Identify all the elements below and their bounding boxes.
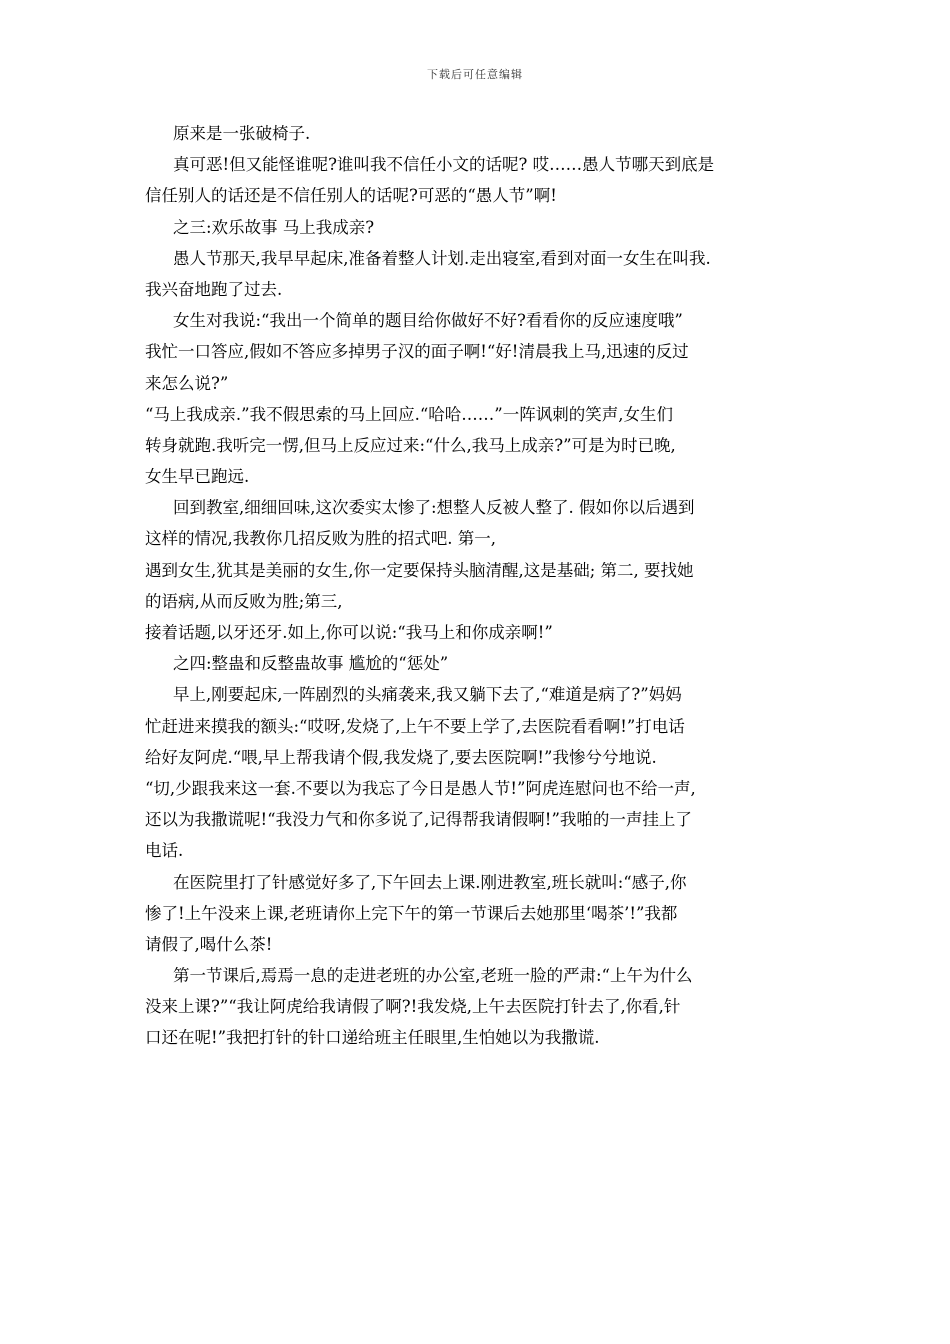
text-line: 早上,刚要起床,一阵剧烈的头痛袭来,我又躺下去了,“难道是病了?”妈妈: [173, 685, 682, 705]
text-line: 转身就跑.我听完一愣,但马上反应过来:“什么,我马上成亲?”可是为时已晚,: [145, 435, 676, 455]
text-line: “切,少跟我来这一套.不要以为我忘了今日是愚人节!”阿虎连慰问也不给一声,: [145, 778, 696, 798]
text-line: 惨了!上午没来上课,老班请你上完下午的第一节课后去她那里‘喝茶’!”我都: [145, 903, 678, 923]
text-line: 女生对我说:“我出一个简单的题目给你做好不好?看看你的反应速度哦”: [173, 311, 683, 331]
text-line: 原来是一张破椅子.: [173, 124, 311, 143]
text-line: 遇到女生,犹其是美丽的女生,你一定要保持头脑清醒,这是基础; 第二, 要找她: [145, 560, 694, 580]
document-body: [145, 118, 810, 1054]
text-line: 第一节课后,焉焉一息的走进老班的办公室,老班一脸的严肃:“上午为什么: [173, 966, 693, 986]
text-line: 信任别人的话还是不信任别人的话呢?可恶的“愚人节”啊!: [145, 186, 557, 206]
text-line: 之三:欢乐故事 马上我成亲?: [173, 217, 375, 237]
text-line: 回到教室,细细回味,这次委实太惨了:想整人反被人整了. 假如你以后遇到: [173, 498, 695, 518]
page-header: 下载后可任意编辑: [427, 68, 523, 81]
text-line: 忙赶进来摸我的额头:“哎呀,发烧了,上午不要上学了,去医院看看啊!”打电话: [145, 716, 685, 736]
text-line: 给好友阿虎.“喂,早上帮我请个假,我发烧了,要去医院啊!”我惨兮兮地说.: [145, 747, 657, 767]
text-line: 真可恶!但又能怪谁呢?谁叫我不信任小文的话呢? 哎……愚人节哪天到底是: [173, 155, 715, 175]
text-line: 女生早已跑远.: [145, 467, 250, 487]
text-line: 口还在呢!”我把打针的针口递给班主任眼里,生怕她以为我撒谎.: [145, 1028, 600, 1048]
text-line: 还以为我撒谎呢!“我没力气和你多说了,记得帮我请假啊!”我啪的一声挂上了: [145, 810, 692, 830]
text-line: 的语病,从而反败为胜;第三,: [145, 591, 343, 611]
text-line: 在医院里打了针感觉好多了,下午回去上课.刚进教室,班长就叫:“感子,你: [173, 872, 687, 892]
text-line: 之四:整蛊和反整蛊故事 尴尬的“惩处”: [173, 654, 449, 674]
text-line: 接着话题,以牙还牙.如上,你可以说:“我马上和你成亲啊!”: [145, 623, 553, 642]
text-line: 电话.: [145, 841, 184, 861]
text-line: 这样的情况,我教你几招反败为胜的招式吧. 第一,: [145, 529, 496, 549]
text-line: 请假了,喝什么茶!: [145, 934, 273, 954]
text-line: 没来上课?”“我让阿虎给我请假了啊?!我发烧,上午去医院打针去了,你看,针: [145, 997, 681, 1017]
text-line: 我忙一口答应,假如不答应多掉男子汉的面子啊!“好!清晨我上马,迅速的反过: [145, 342, 689, 362]
text-line: 愚人节那天,我早早起床,准备着整人计划.走出寝室,看到对面一女生在叫我.: [173, 248, 711, 268]
text-line: “马上我成亲.”我不假思索的马上回应.“哈哈……”一阵讽刺的笑声,女生们: [145, 404, 673, 424]
text-line: 我兴奋地跑了过去.: [145, 279, 283, 299]
text-line: 来怎么说?”: [145, 373, 229, 393]
